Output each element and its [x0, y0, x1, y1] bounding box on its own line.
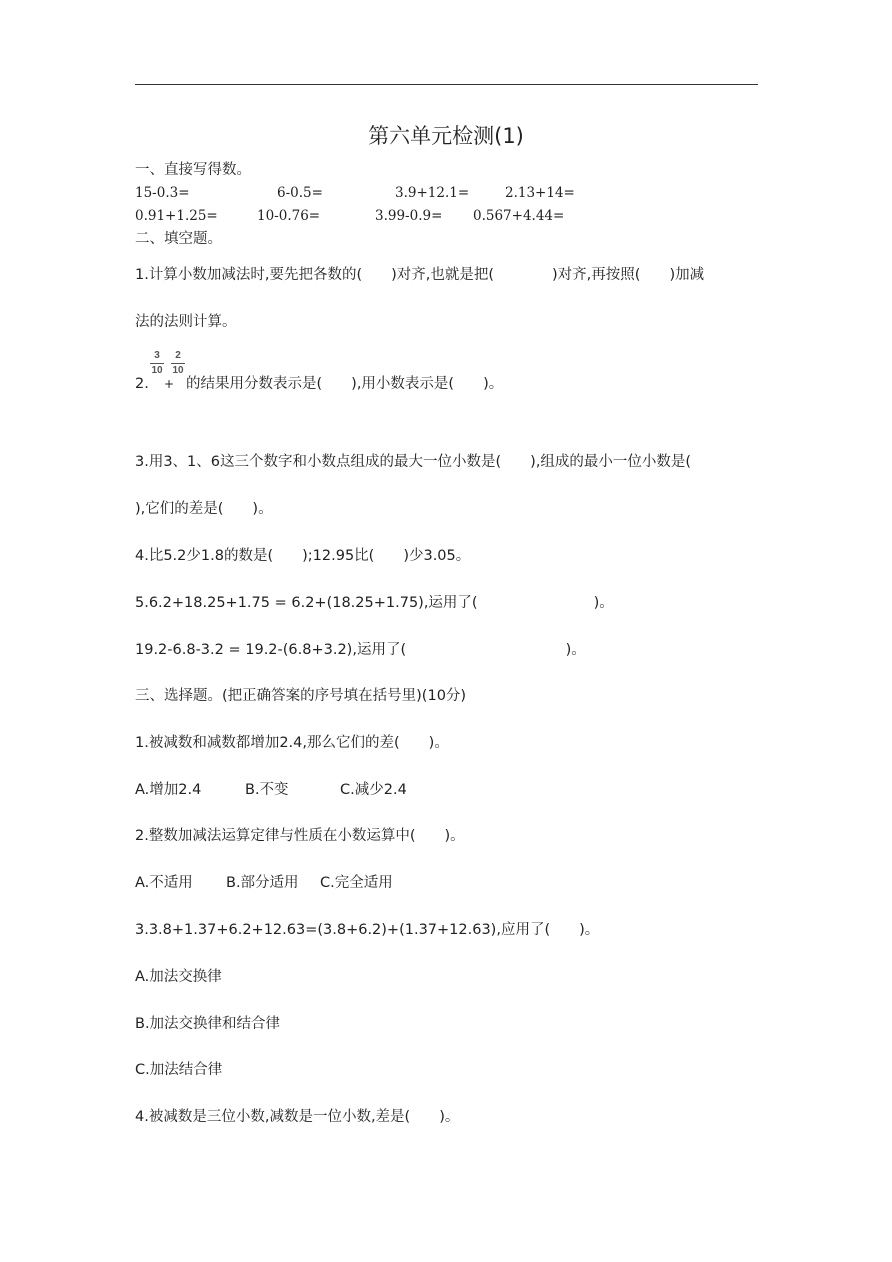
arith-item: 15-0.3=: [135, 185, 190, 201]
fraction-bar: [150, 363, 164, 364]
choice-q1-option-c: C.减少2.4: [340, 782, 407, 798]
fill-q5-line1: 5.6.2+18.25+1.75 = 6.2+(18.25+1.75),运用了( )。: [135, 595, 614, 611]
arith-item: 2.13+14=: [505, 185, 575, 201]
fraction-numerator: 2: [175, 350, 181, 361]
fill-q2-prefix: 2.: [135, 376, 149, 392]
choice-q3-option-a: A.加法交换律: [135, 969, 222, 985]
choice-q3-option-c: C.加法结合律: [135, 1062, 223, 1078]
section-heading-1: 一、直接写得数。: [135, 162, 251, 178]
choice-q4: 4.被减数是三位小数,减数是一位小数,差是( )。: [135, 1109, 460, 1125]
arith-item: 0.91+1.25=: [135, 208, 218, 224]
choice-q1: 1.被减数和减数都增加2.4,那么它们的差( )。: [135, 735, 449, 751]
arith-item: 3.9+12.1=: [395, 185, 470, 201]
fraction-2-10: [171, 350, 185, 377]
choice-q2-option-b: B.部分适用: [226, 875, 299, 891]
arith-row-1: [135, 183, 758, 203]
arith-item: 6-0.5=: [277, 185, 323, 201]
fraction-denominator: 10: [151, 365, 163, 376]
page-title: 第六单元检测(1): [368, 124, 524, 148]
fraction-bar: [171, 363, 185, 364]
fill-q1-line2: 法的法则计算。: [135, 314, 237, 330]
fraction-denominator: 10: [172, 365, 184, 376]
plus-sign: +: [164, 377, 175, 391]
arith-item: 10-0.76=: [257, 208, 321, 224]
choice-q1-option-a: A.增加2.4: [135, 782, 202, 798]
fill-q4: 4.比5.2少1.8的数是( );12.95比( )少3.05。: [135, 548, 471, 564]
choice-q2: 2.整数加减法运算定律与性质在小数运算中( )。: [135, 828, 465, 844]
choice-q2-option-a: A.不适用: [135, 875, 193, 891]
choice-q2-option-c: C.完全适用: [320, 875, 393, 891]
section-heading-3: 三、选择题。(把正确答案的序号填在括号里)(10分): [135, 688, 467, 704]
arith-row-2: [135, 206, 758, 226]
fill-q3-line2: ),它们的差是( )。: [135, 501, 273, 517]
fill-q2-text: 的结果用分数表示是( ),用小数表示是( )。: [186, 376, 504, 392]
choice-q3: 3.3.8+1.37+6.2+12.63=(3.8+6.2)+(1.37+12.63),应用了( )。: [135, 922, 600, 938]
fill-q3-line1: 3.用3、1、6这三个数字和小数点组成的最大一位小数是( ),组成的最小一位小数是(: [135, 454, 692, 470]
fill-q5-line2: 19.2-6.8-3.2 = 19.2-(6.8+3.2),运用了( )。: [135, 642, 586, 658]
fill-q1-line1: 1.计算小数加减法时,要先把各数的( )对齐,也就是把( )对齐,再按照( )加减: [135, 267, 705, 283]
fraction-3-10: [150, 350, 164, 377]
fraction-numerator: 3: [154, 350, 160, 361]
section-heading-2: 二、填空题。: [135, 231, 222, 247]
choice-q3-option-b: B.加法交换律和结合律: [135, 1016, 281, 1032]
arith-item: 0.567+4.44=: [473, 208, 565, 224]
arith-item: 3.99-0.9=: [375, 208, 443, 224]
choice-q1-option-b: B.不变: [245, 782, 289, 798]
header-rule: [135, 84, 758, 85]
